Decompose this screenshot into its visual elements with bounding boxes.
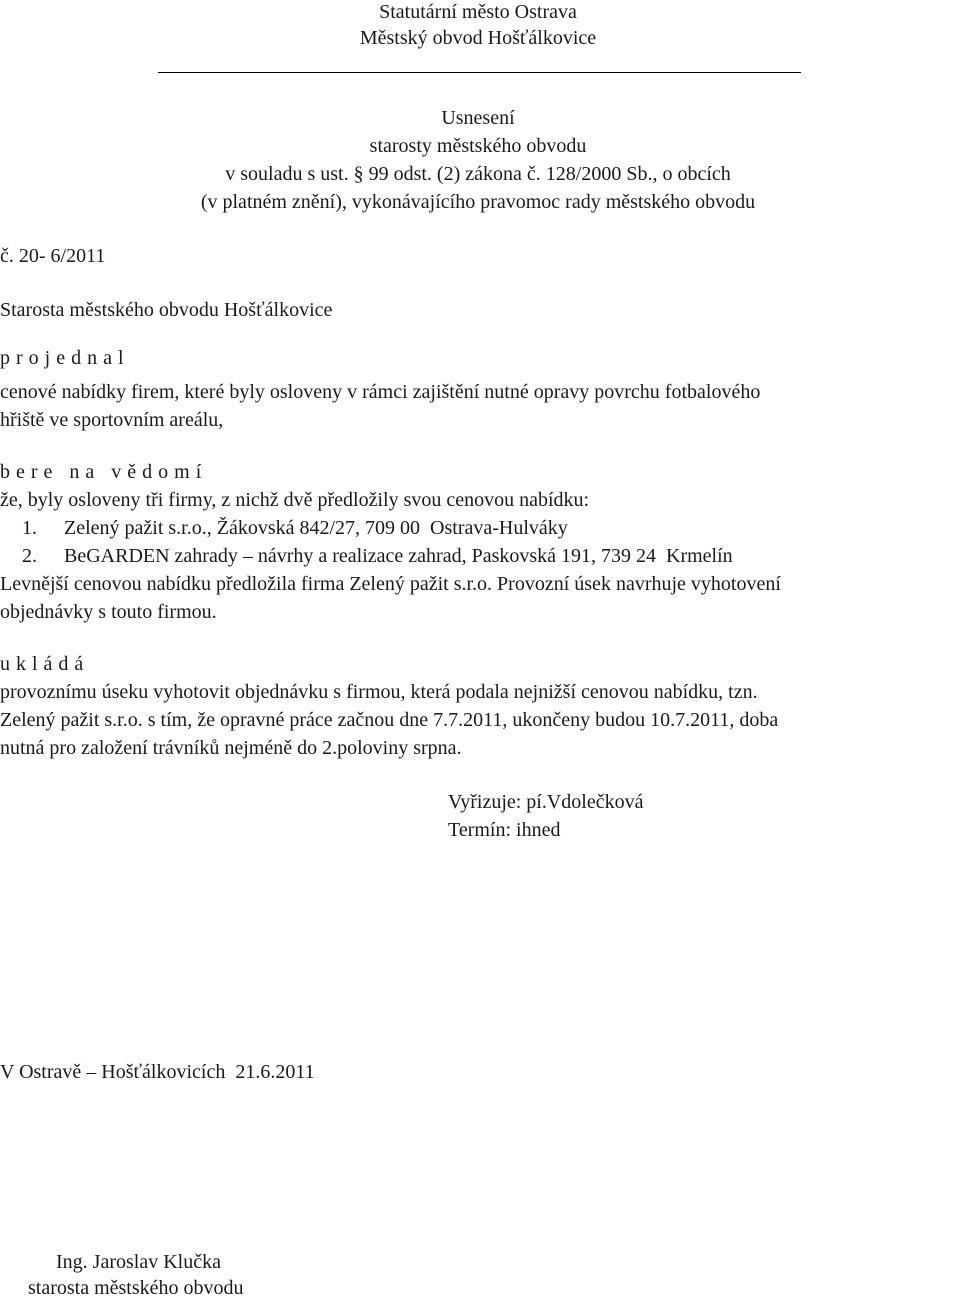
title-authority: (v platném znění), vykonávajícího pravomoc rady městského obvodu: [200, 191, 756, 213]
header-city: Statutární město Ostrava: [379, 1, 577, 23]
list-item-2-text: BeGARDEN zahrady – návrhy a realizace zahrad, Paskovská 191, 739 24 Krmelín: [64, 545, 733, 567]
header-rule: [158, 72, 801, 73]
bere-heading: b e r e n a v ě d o m í: [0, 461, 202, 483]
vyrizuje: Vyřizuje: pí.Vdolečková: [448, 791, 644, 813]
projednal-text-1: cenové nabídky firem, které byly osloveny v rámci zajištění nutné opravy povrchu fotbalového: [0, 381, 761, 403]
bere-intro: že, byly osloveny tři firmy, z nichž dvě předložily svou cenovou nabídku:: [0, 489, 590, 511]
signature-role: starosta městského obvodu: [28, 1277, 244, 1299]
resolution-number: č. 20- 6/2011: [0, 245, 106, 267]
uklada-text-1: provoznímu úseku vyhotovit objednávku s firmou, která podala nejnižší cenovou nabídku, tzn.: [0, 681, 758, 703]
place-date: V Ostravě – Hošťálkovicích 21.6.2011: [0, 1061, 315, 1083]
projednal-heading: p r o j e d n a l: [0, 347, 125, 369]
uklada-text-3: nutná pro založení trávníků nejméně do 2.poloviny srpna.: [0, 737, 462, 759]
bere-text-2: objednávky s touto firmou.: [0, 601, 217, 623]
uklada-heading: u k l á d á: [0, 653, 84, 675]
list-item-1-number: 1.: [22, 517, 37, 539]
list-item-2-number: 2.: [22, 545, 37, 567]
signature-name: Ing. Jaroslav Klučka: [56, 1251, 221, 1273]
title-starosty: starosty městského obvodu: [369, 135, 587, 157]
bere-text-1: Levnější cenovou nabídku předložila firma Zelený pažit s.r.o. Provozní úsek navrhuje vyhotovení: [0, 573, 781, 595]
list-item-1-text: Zelený pažit s.r.o., Žákovská 842/27, 709 00 Ostrava-Hulváky: [64, 517, 568, 539]
title-legal-basis: v souladu s ust. § 99 odst. (2) zákona č. 128/2000 Sb., o obcích: [225, 163, 731, 185]
projednal-text-2: hřiště ve sportovním areálu,: [0, 409, 224, 431]
header-district: Městský obvod Hošťálkovice: [359, 27, 597, 49]
title-usneseni: Usnesení: [441, 107, 515, 129]
starosta-line: Starosta městského obvodu Hošťálkovice: [0, 299, 333, 321]
uklada-text-2: Zelený pažit s.r.o. s tím, že opravné práce začnou dne 7.7.2011, ukončeny budou 10.7.2011, doba: [0, 709, 779, 731]
termin: Termín: ihned: [448, 819, 561, 841]
